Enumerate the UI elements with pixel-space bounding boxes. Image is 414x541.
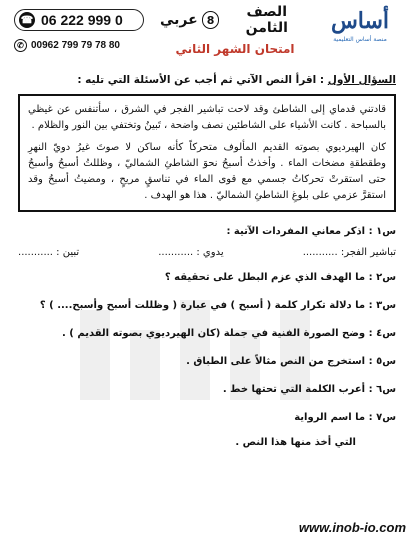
vocabulary-items <box>18 247 396 258</box>
exam-title-block <box>160 4 310 56</box>
grade-number-badge: 8 <box>202 11 220 29</box>
section-title-prefix: السؤال الأول <box>327 74 396 86</box>
phone-number-badge <box>14 9 144 31</box>
question-1: س١ : اذكر معاني المفردات الآتية : <box>226 226 396 237</box>
footer-website: www.inob-io.com <box>298 520 406 535</box>
subject-label: عربي <box>160 12 198 28</box>
passage-paragraph-2: كان الهيرديوي بصوته القديم المألوف متحركاً كأنه ساكن لا صوتَ غيرُ دويّ النهرِ وطقطقةِ مضخات الماء . وأخذتُ أسبحُ نحوَ الشاطئِ الشماليّ ، وظللتُ أسبحُ وأسبحُ حتى استقرتْ تحركاتُ جسمي مع قوى الماء في تناسقٍ مريحٍ ، ومضيتُ أسبحُ وقد استقرَّ عزمي على بلوغِ الشاطئِ الشماليّ . هذا هو الهدف . <box>28 142 386 201</box>
question-7: س٧ : ما اسم الرواية <box>294 412 396 423</box>
section-title <box>18 74 396 86</box>
whatsapp-number-text: 00962 799 79 78 80 <box>31 39 120 51</box>
whatsapp-icon: ✆ <box>14 39 27 52</box>
question-6: س٦ : أعرب الكلمة التي تحتها خط . <box>222 384 396 395</box>
phone-icon: ☎ <box>19 12 35 28</box>
reading-passage-box <box>18 94 396 212</box>
passage-paragraph-1: قادتني قدماي إلى الشاطئ وقد لاحت تباشير الفجر في الشرق ، سأتنفس عن غيظي بالسباحة . كانت الأشياء على الشاطئين نصف واضحة ، تَبينُ وتختفي بين النور والظلام . <box>28 104 386 131</box>
question-3: س٣ : ما دلالة تكرار كلمة ( أسبح ) في عبارة ( وظللت أسبح وأسبح.... ) ؟ <box>39 300 396 311</box>
question-4: س٤ : وضح الصورة الفنية في جملة (كان الهيرديوي بصوته القديم ) . <box>62 328 396 339</box>
grade-line <box>160 4 310 36</box>
exam-content <box>18 64 396 448</box>
exam-title: امتحان الشهر الثاني <box>175 42 295 56</box>
page-header <box>0 0 414 62</box>
logo-tagline: منصة أساس التعليمية <box>333 36 387 43</box>
vocab-item-2: يدوي : ........... <box>158 247 224 258</box>
section-title-rest: : اقرأ النص الآتي ثم أجب عن الأسئلة التي تليه : <box>77 74 325 86</box>
question-2: س٢ : ما الهدف الذي عزم البطل على تحقيقه ؟ <box>164 272 396 283</box>
question-7-continued: التي أخذ منها هذا النص . <box>235 437 356 448</box>
grade-label: الصف الثامن <box>245 4 288 36</box>
logo-text: أساس <box>330 8 390 34</box>
platform-logo <box>318 8 402 54</box>
whatsapp-number <box>14 37 144 53</box>
question-5: س٥ : استخرج من النص مثالاً على الطباق . <box>186 356 396 367</box>
phone-number: 06 222 999 0 <box>41 12 123 28</box>
vocab-item-3: تبين : ........... <box>18 247 80 258</box>
vocab-item-1: تباشير الفجر: ........... <box>302 247 396 258</box>
